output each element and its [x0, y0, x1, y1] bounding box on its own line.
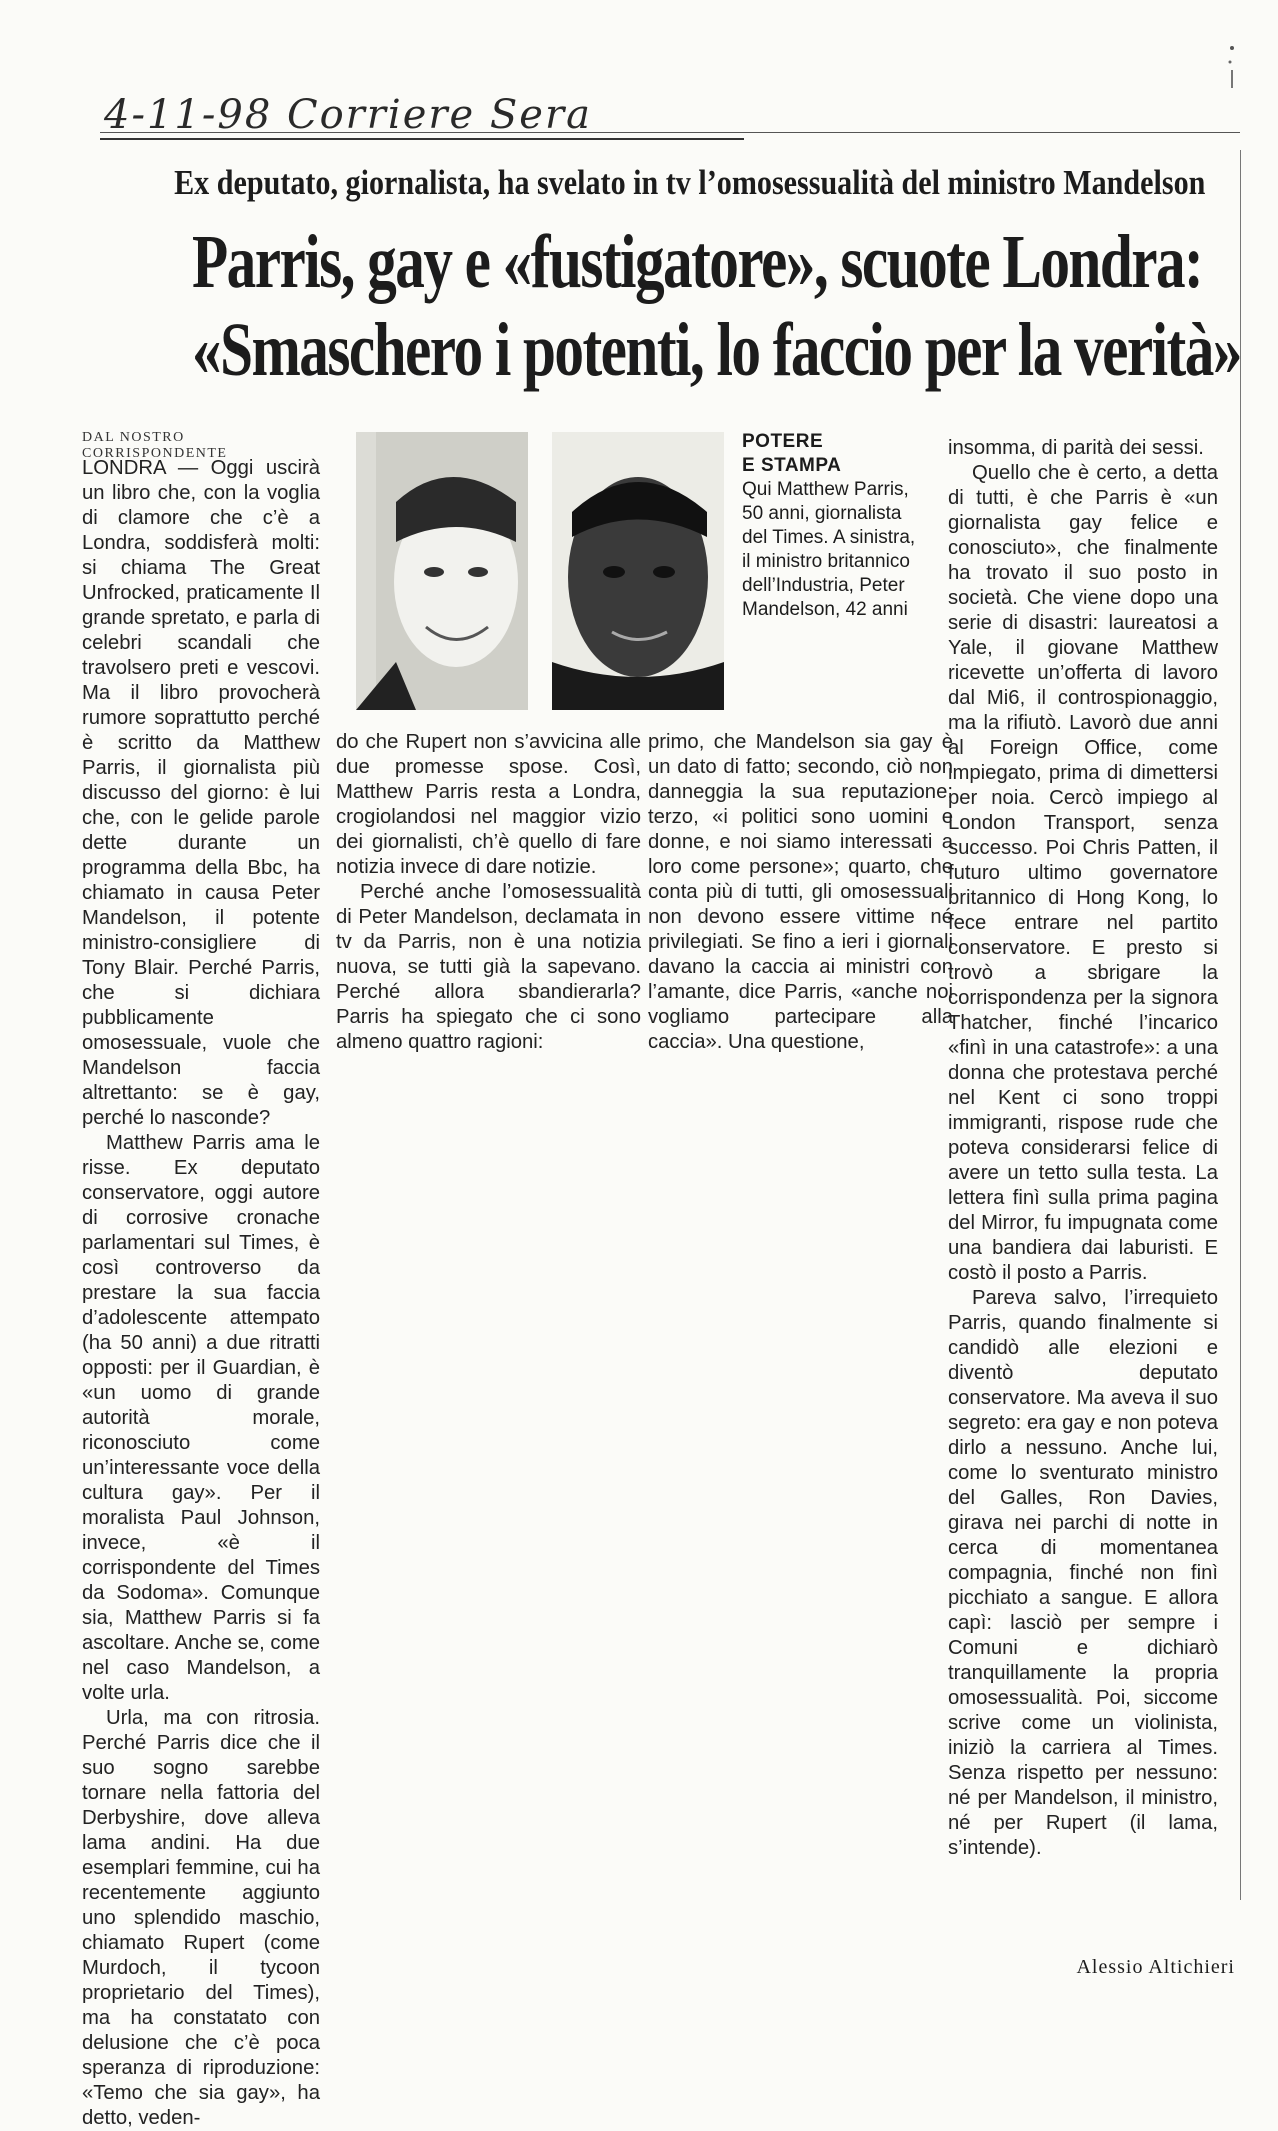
scan-mark [1225, 40, 1239, 100]
paragraph: LONDRA — Oggi uscirà un libro che, con la voglia di clamore che c’è a Londra, soddisferà molti: si chiama The Great Unfrocked, praticamente Il grande spretato, e parla di celebri scandali che travolsero preti e vescovi. Ma il libro provocherà rumore soprattutto perché è scritto da Matthew Parris, il giornalista più discusso del giorno: è lui che, con le gelide parole dette durante un programma della Bbc, ha chiamato in causa Peter Mandelson, il potente ministro-consigliere di Tony Blair. Perché Parris, che si dichiara pubblicamente omosessuale, vuole che Mandelson faccia altrettanto: se è gay, perché lo nasconde? [82, 457, 320, 1129]
article-column-3 [648, 730, 953, 1055]
paragraph: insomma, di parità dei sessi. [948, 437, 1204, 459]
paragraph: do che Rupert non s’avvicina alle due promesse spose. Così, Matthew Parris resta a Londra, crogiolandosi nel maggior vizio dei giornalisti, ch’è quello di fare notizia invece di dare notizie. [336, 731, 641, 878]
right-edge-rule [1240, 150, 1241, 1900]
kicker: Ex deputato, giornalista, ha svelato in tv l’omosessualità del ministro Mandelson [174, 163, 1206, 202]
author-signature: Alessio Altichieri [1076, 1956, 1235, 1978]
byline-correspondent: DAL NOSTRO CORRISPONDENTE [82, 430, 228, 461]
photo-peter-mandelson [356, 432, 528, 710]
caption-title-line-2: E STAMPA [742, 455, 842, 476]
paragraph: Urla, ma con ritrosia. Perché Parris dice che il suo sogno sarebbe tornare nella fattoria del Derbyshire, dove alleva lama andini. Ha due esemplari femmine, cui ha recentemente aggiunto uno splendido maschio, chiamato Rupert (come Murdoch, il tycoon proprietario del Times), ma ha constatato con delusione che c’è poca speranza di riproduzione: «Temo che sia gay», ha detto, veden- [82, 1707, 320, 2129]
caption-text: Qui Matthew Parris, 50 anni, giornalista del Times. A sinistra, il ministro britannico dell’Industria, Peter Mandelson, 42 anni [742, 479, 916, 620]
photo-caption-box [742, 430, 922, 622]
article-column-4 [948, 436, 1218, 1861]
article-column-2 [336, 730, 641, 1055]
headline-line-1: Parris, gay e «fustigatore», scuote Londra: [192, 220, 1203, 304]
paragraph: Perché anche l’omosessualità di Peter Mandelson, declamata in tv da Parris, non è una notizia nuova, se tutti già la sapevano. Perché allora sbandierarla? Parris ha spiegato che ci sono almeno quattro ragioni: [336, 881, 641, 1053]
paragraph: Pareva salvo, l’irrequieto Parris, quando finalmente si candidò alle elezioni e diventò deputato conservatore. Ma aveva il suo segreto: era gay e non poteva dirlo a nessuno. Anche lui, come lo sventurato ministro del Galles, Ron Davies, girava nei parchi di notte in cerca di momentanea compagnia, finché non finì picchiato a sangue. E allora capì: lasciò per sempre i Comuni e dichiarò tranquillamente la propria omosessualità. Poi, siccome scrive come un violinista, iniziò la carriera al Times. Senza rispetto per nessuno: né per Mandelson, il ministro, né per Rupert (il lama, s’intende). [948, 1287, 1218, 1859]
article-column-1 [82, 456, 320, 2131]
photo-matthew-parris [552, 432, 724, 710]
handwritten-date-note: 4-11-98 Corriere Sera [100, 92, 744, 140]
paragraph: Quello che è certo, a detta di tutti, è che Parris è «un giornalista gay felice e conosciuto», che finalmente ha trovato il suo posto in società. Che viene dopo una serie di disastri: laureatosi a Yale, il giovane Matthew ricevette un’offerta di lavoro dal Mi6, il controspionaggio, ma la rifiutò. Lavorò due anni al Foreign Office, come impiegato, prima di dimettersi per noia. Cercò impiego al London Transport, senza successo. Poi Chris Patten, il futuro ultimo governatore britannico di Hong Kong, lo fece entrare nel partito conservatore. E presto si trovò a sbrigare la corrispondenza per la signora Thatcher, finché l’incarico «finì in una catastrofe»: a una donna che protestava perché nel Kent ci sono troppi immigranti, rispose rude che poteva considerarsi felice di avere un tetto sulla testa. La lettera finì sulla prima pagina del Mirror, fu impugnata come una bandiera dai laburisti. E costò il posto a Parris. [948, 462, 1218, 1284]
paragraph: primo, che Mandelson sia gay è un dato di fatto; secondo, ciò non danneggia la sua reputazione; terzo, «i politici sono uomini e donne, e noi siamo interessati a loro come persone»; quarto, che conta più di tutti, gli omosessuali non devono essere vittime né privilegiati. Se fino a ieri i giornali davano la caccia ai ministri con l’amante, dice Parris, «anche noi vogliamo partecipare alla caccia». Una questione, [648, 731, 953, 1053]
caption-title-line-1: POTERE [742, 431, 824, 452]
paragraph: Matthew Parris ama le risse. Ex deputato conservatore, oggi autore di corrosive cronache parlamentari sul Times, è così controverso da prestare la sua faccia d’adolescente attempato (ha 50 anni) a due ritratti opposti: per il Guardian, è «un uomo di grande autorità morale, riconosciuto come un’interessante voce della cultura gay». Per il moralista Paul Johnson, invece, «è il corrispondente del Times da Sodoma». Comunque sia, Matthew Parris si fa ascoltare. Anche se, come nel caso Mandelson, a volte urla. [82, 1132, 320, 1704]
headline-line-2: «Smaschero i potenti, lo faccio per la verità» [192, 308, 1241, 392]
top-rule [100, 132, 1240, 133]
